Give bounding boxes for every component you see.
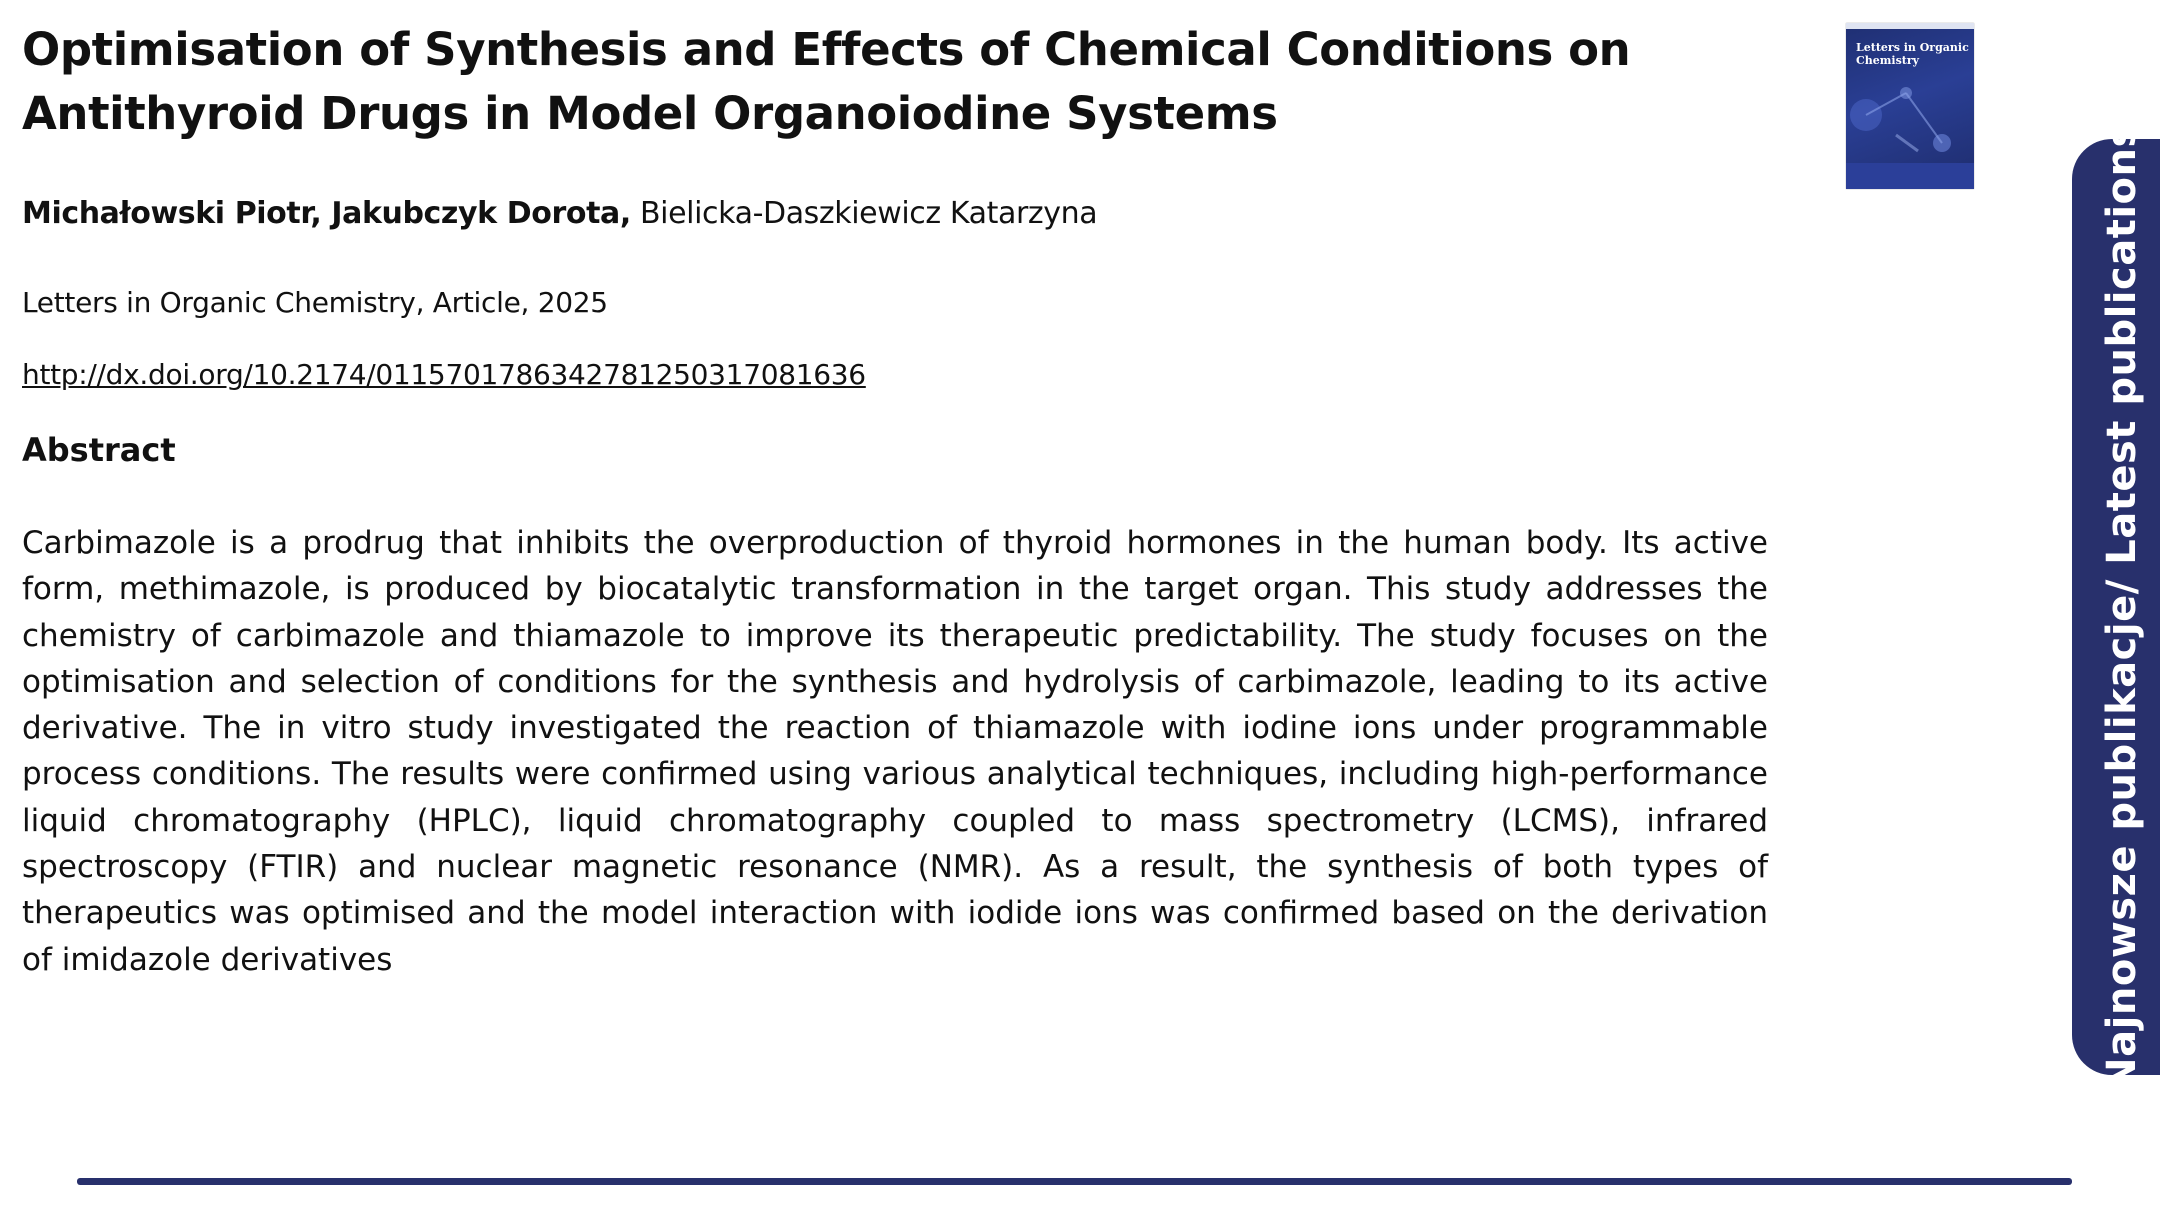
authors-line xyxy=(22,194,1097,234)
abstract-text: Carbimazole is a prodrug that inhibits the overproduction of thyroid hormones in the human body. Its active form, methimazole, is produced by biocatalytic transformation in the target organ. This study addresses the chemistry of carbimazole and thiamazole to improve its therapeutic predictability. The study focuses on the optimisation and selection of conditions for the synthesis and hydrolysis of carbimazole, leading to its active derivative. The in vitro study investigated the reaction of thiamazole with iodine ions under programmable process conditions. The results were confirmed using various analytical techniques, including high-performance liquid chromatography (HPLC), liquid chromatography coupled to mass spectrometry (LCMS), infrared spectroscopy (FTIR) and nuclear magnetic resonance (NMR). As a result, the synthesis of both types of therapeutics was optimised and the model interaction with iodide ions was confirmed based on the derivation of imidazole derivatives xyxy=(22,525,1768,978)
authors-regular: Bielicka-Daszkiewicz Katarzyna xyxy=(640,196,1098,231)
title-line-2: Antithyroid Drugs in Model Organoiodine Systems xyxy=(22,87,1278,140)
abstract-heading: Abstract xyxy=(22,431,176,469)
publication-title xyxy=(22,18,1631,146)
journal-info: Letters in Organic Chemistry, Article, 2025 xyxy=(22,286,608,319)
authors-bold: Michałowski Piotr, Jakubczyk Dorota, xyxy=(22,196,631,231)
doi-link[interactable]: http://dx.doi.org/10.2174/0115701786342781250317081636 xyxy=(22,358,866,391)
cover-bottom-bar xyxy=(1846,163,1974,189)
footer-divider xyxy=(77,1178,2072,1185)
title-line-1: Optimisation of Synthesis and Effects of Chemical Conditions on xyxy=(22,23,1631,76)
journal-cover-thumbnail[interactable] xyxy=(1846,23,1974,189)
latest-publications-label: Najnowsze publikacje/ Latest publications xyxy=(2099,123,2145,1091)
latest-publications-tab[interactable] xyxy=(2072,123,2160,1091)
cover-title: Letters in Organic Chemistry xyxy=(1856,41,1969,67)
